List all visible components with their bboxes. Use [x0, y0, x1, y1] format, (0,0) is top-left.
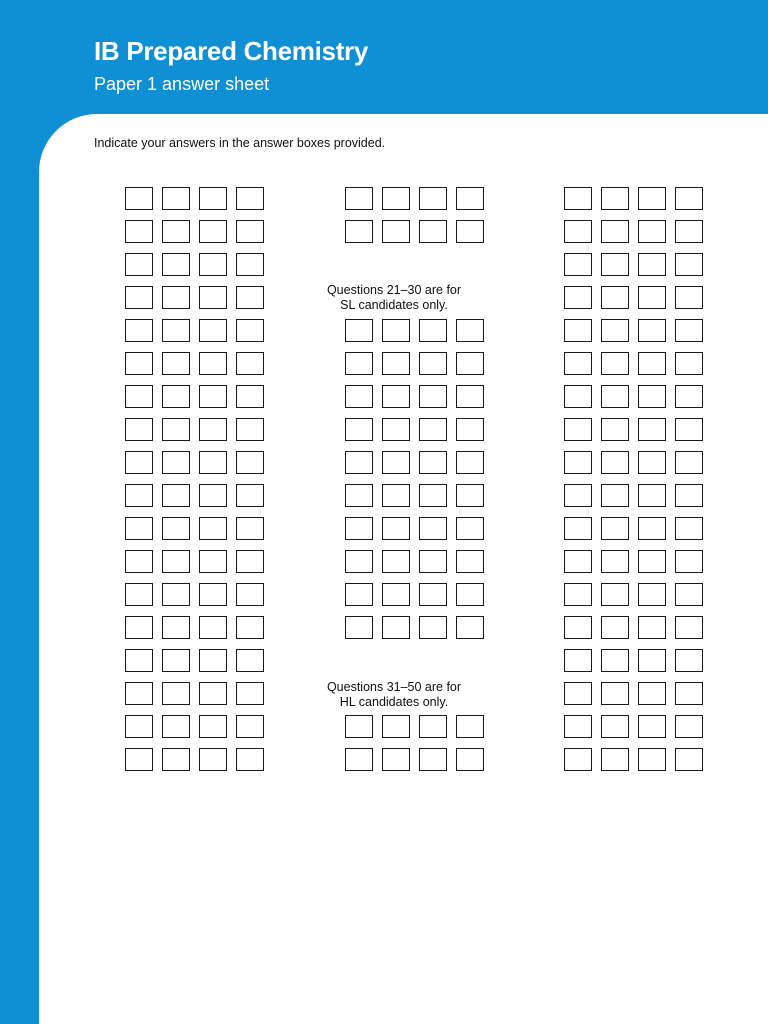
- answer-box[interactable]: [419, 451, 447, 474]
- answer-box[interactable]: [199, 319, 227, 342]
- answer-box[interactable]: [419, 616, 447, 639]
- answer-box[interactable]: [125, 748, 153, 771]
- answer-box[interactable]: [199, 220, 227, 243]
- answer-box[interactable]: [564, 319, 592, 342]
- answer-box[interactable]: [382, 352, 410, 375]
- answer-box[interactable]: [162, 583, 190, 606]
- answer-box[interactable]: [382, 418, 410, 441]
- answer-box[interactable]: [382, 715, 410, 738]
- answer-box[interactable]: [675, 385, 703, 408]
- answer-box[interactable]: [345, 451, 373, 474]
- answer-box[interactable]: [236, 286, 264, 309]
- answer-box[interactable]: [236, 352, 264, 375]
- answer-box[interactable]: [675, 649, 703, 672]
- answer-box[interactable]: [162, 319, 190, 342]
- answer-box[interactable]: [419, 319, 447, 342]
- answer-box[interactable]: [125, 220, 153, 243]
- answer-box[interactable]: [125, 550, 153, 573]
- answer-box[interactable]: [125, 253, 153, 276]
- answer-box[interactable]: [564, 385, 592, 408]
- answer-box[interactable]: [382, 550, 410, 573]
- answer-box[interactable]: [382, 385, 410, 408]
- answer-box[interactable]: [601, 418, 629, 441]
- answer-box[interactable]: [456, 319, 484, 342]
- answer-box[interactable]: [564, 682, 592, 705]
- answer-box[interactable]: [456, 352, 484, 375]
- answer-box[interactable]: [564, 418, 592, 441]
- answer-box[interactable]: [675, 352, 703, 375]
- answer-box[interactable]: [601, 715, 629, 738]
- answer-box[interactable]: [675, 616, 703, 639]
- answer-box[interactable]: [456, 385, 484, 408]
- answer-box[interactable]: [125, 352, 153, 375]
- answer-box[interactable]: [162, 616, 190, 639]
- answer-box[interactable]: [638, 418, 666, 441]
- answer-box[interactable]: [564, 187, 592, 210]
- answer-box[interactable]: [162, 517, 190, 540]
- answer-box[interactable]: [199, 286, 227, 309]
- answer-box[interactable]: [162, 385, 190, 408]
- answer-box[interactable]: [125, 715, 153, 738]
- answer-box[interactable]: [456, 484, 484, 507]
- answer-box[interactable]: [236, 220, 264, 243]
- answer-box[interactable]: [199, 451, 227, 474]
- answer-box[interactable]: [199, 649, 227, 672]
- answer-box[interactable]: [675, 418, 703, 441]
- answer-box[interactable]: [419, 550, 447, 573]
- answer-box[interactable]: [236, 517, 264, 540]
- answer-box[interactable]: [125, 319, 153, 342]
- answer-box[interactable]: [601, 517, 629, 540]
- answer-box[interactable]: [419, 715, 447, 738]
- answer-box[interactable]: [345, 616, 373, 639]
- answer-box[interactable]: [638, 286, 666, 309]
- answer-box[interactable]: [456, 715, 484, 738]
- answer-box[interactable]: [236, 418, 264, 441]
- answer-box[interactable]: [345, 220, 373, 243]
- answer-box[interactable]: [382, 451, 410, 474]
- answer-box[interactable]: [199, 187, 227, 210]
- answer-box[interactable]: [382, 187, 410, 210]
- answer-box[interactable]: [125, 418, 153, 441]
- answer-box[interactable]: [236, 616, 264, 639]
- answer-box[interactable]: [564, 583, 592, 606]
- answer-box[interactable]: [564, 484, 592, 507]
- answer-box[interactable]: [162, 286, 190, 309]
- answer-box[interactable]: [162, 352, 190, 375]
- answer-box[interactable]: [564, 715, 592, 738]
- answer-box[interactable]: [162, 451, 190, 474]
- answer-box[interactable]: [601, 220, 629, 243]
- answer-box[interactable]: [125, 187, 153, 210]
- answer-box[interactable]: [345, 385, 373, 408]
- answer-box[interactable]: [601, 682, 629, 705]
- answer-box[interactable]: [162, 187, 190, 210]
- answer-box[interactable]: [199, 352, 227, 375]
- answer-box[interactable]: [564, 451, 592, 474]
- answer-box[interactable]: [564, 649, 592, 672]
- answer-box[interactable]: [456, 517, 484, 540]
- answer-box[interactable]: [125, 517, 153, 540]
- answer-box[interactable]: [345, 352, 373, 375]
- answer-box[interactable]: [236, 550, 264, 573]
- answer-box[interactable]: [601, 352, 629, 375]
- answer-box[interactable]: [675, 484, 703, 507]
- answer-box[interactable]: [675, 286, 703, 309]
- answer-box[interactable]: [125, 484, 153, 507]
- answer-box[interactable]: [199, 385, 227, 408]
- answer-box[interactable]: [564, 220, 592, 243]
- answer-box[interactable]: [564, 550, 592, 573]
- answer-box[interactable]: [199, 583, 227, 606]
- answer-box[interactable]: [236, 319, 264, 342]
- answer-box[interactable]: [638, 682, 666, 705]
- answer-box[interactable]: [382, 583, 410, 606]
- answer-box[interactable]: [564, 748, 592, 771]
- answer-box[interactable]: [382, 748, 410, 771]
- answer-box[interactable]: [564, 286, 592, 309]
- answer-box[interactable]: [564, 517, 592, 540]
- answer-box[interactable]: [236, 385, 264, 408]
- answer-box[interactable]: [199, 616, 227, 639]
- answer-box[interactable]: [601, 550, 629, 573]
- answer-box[interactable]: [345, 319, 373, 342]
- answer-box[interactable]: [382, 484, 410, 507]
- answer-box[interactable]: [564, 352, 592, 375]
- answer-box[interactable]: [345, 517, 373, 540]
- answer-box[interactable]: [236, 484, 264, 507]
- answer-box[interactable]: [162, 748, 190, 771]
- hl-note-line-1: Questions 31–50 are for: [326, 680, 462, 694]
- page-title: IB Prepared Chemistry: [94, 36, 369, 66]
- answer-box[interactable]: [236, 682, 264, 705]
- answer-box[interactable]: [236, 583, 264, 606]
- answer-box[interactable]: [345, 187, 373, 210]
- answer-box[interactable]: [675, 220, 703, 243]
- answer-box[interactable]: [601, 451, 629, 474]
- answer-box[interactable]: [125, 649, 153, 672]
- answer-box[interactable]: [456, 550, 484, 573]
- answer-box[interactable]: [236, 715, 264, 738]
- answer-box[interactable]: [601, 583, 629, 606]
- answer-box[interactable]: [675, 451, 703, 474]
- answer-box[interactable]: [638, 748, 666, 771]
- sl-note-line-2: SL candidates only.: [340, 298, 448, 312]
- answer-box[interactable]: [675, 715, 703, 738]
- answer-box[interactable]: [675, 682, 703, 705]
- answer-box[interactable]: [199, 682, 227, 705]
- answer-box[interactable]: [345, 715, 373, 738]
- answer-box[interactable]: [419, 748, 447, 771]
- answer-box[interactable]: [638, 715, 666, 738]
- answer-box[interactable]: [236, 253, 264, 276]
- answer-box[interactable]: [638, 220, 666, 243]
- answer-box[interactable]: [162, 649, 190, 672]
- answer-box[interactable]: [675, 583, 703, 606]
- answer-box[interactable]: [601, 484, 629, 507]
- answer-box[interactable]: [199, 253, 227, 276]
- answer-box[interactable]: [345, 418, 373, 441]
- answer-box[interactable]: [162, 484, 190, 507]
- answer-box[interactable]: [125, 451, 153, 474]
- sl-note: [299, 283, 489, 313]
- answer-box[interactable]: [601, 187, 629, 210]
- answer-box[interactable]: [382, 517, 410, 540]
- answer-box[interactable]: [456, 187, 484, 210]
- answer-box[interactable]: [162, 253, 190, 276]
- answer-box[interactable]: [456, 220, 484, 243]
- answer-box[interactable]: [419, 484, 447, 507]
- answer-box[interactable]: [125, 682, 153, 705]
- answer-box[interactable]: [675, 253, 703, 276]
- answer-box[interactable]: [638, 583, 666, 606]
- hl-note-line-2: HL candidates only.: [339, 695, 449, 709]
- answer-box[interactable]: [638, 451, 666, 474]
- answer-box[interactable]: [675, 550, 703, 573]
- answer-box[interactable]: [564, 253, 592, 276]
- answer-box[interactable]: [456, 418, 484, 441]
- answer-box[interactable]: [638, 352, 666, 375]
- page-subtitle: Paper 1 answer sheet: [94, 74, 270, 94]
- answer-box[interactable]: [638, 649, 666, 672]
- answer-box[interactable]: [236, 451, 264, 474]
- answer-box[interactable]: [236, 649, 264, 672]
- answer-box[interactable]: [456, 616, 484, 639]
- answer-box[interactable]: [419, 220, 447, 243]
- answer-box[interactable]: [199, 550, 227, 573]
- answer-box[interactable]: [638, 550, 666, 573]
- answer-box[interactable]: [162, 220, 190, 243]
- answer-box[interactable]: [456, 748, 484, 771]
- answer-box[interactable]: [601, 748, 629, 771]
- answer-box[interactable]: [162, 418, 190, 441]
- answer-box[interactable]: [162, 550, 190, 573]
- answer-box[interactable]: [236, 748, 264, 771]
- answer-box[interactable]: [345, 748, 373, 771]
- answer-box[interactable]: [382, 319, 410, 342]
- answer-box[interactable]: [382, 220, 410, 243]
- answer-box[interactable]: [638, 319, 666, 342]
- instruction-text: Indicate your answers in the answer boxes provided.: [94, 136, 386, 150]
- answer-box[interactable]: [345, 484, 373, 507]
- answer-box[interactable]: [419, 583, 447, 606]
- answer-box[interactable]: [419, 385, 447, 408]
- answer-box[interactable]: [675, 517, 703, 540]
- answer-box[interactable]: [456, 583, 484, 606]
- answer-box[interactable]: [125, 286, 153, 309]
- answer-box[interactable]: [638, 616, 666, 639]
- answer-box[interactable]: [638, 517, 666, 540]
- answer-box[interactable]: [601, 286, 629, 309]
- answer-box[interactable]: [638, 484, 666, 507]
- answer-box[interactable]: [419, 517, 447, 540]
- answer-box[interactable]: [199, 517, 227, 540]
- answer-box[interactable]: [162, 715, 190, 738]
- answer-box[interactable]: [601, 616, 629, 639]
- answer-box[interactable]: [564, 616, 592, 639]
- answer-box[interactable]: [419, 352, 447, 375]
- answer-box[interactable]: [601, 319, 629, 342]
- answer-box[interactable]: [638, 187, 666, 210]
- answer-box[interactable]: [345, 583, 373, 606]
- answer-box[interactable]: [675, 748, 703, 771]
- answer-box[interactable]: [382, 616, 410, 639]
- answer-box[interactable]: [125, 616, 153, 639]
- answer-box[interactable]: [456, 451, 484, 474]
- answer-box[interactable]: [125, 385, 153, 408]
- answer-box[interactable]: [419, 187, 447, 210]
- answer-box[interactable]: [638, 253, 666, 276]
- answer-box[interactable]: [675, 319, 703, 342]
- answer-box[interactable]: [675, 187, 703, 210]
- answer-box[interactable]: [199, 748, 227, 771]
- answer-box[interactable]: [162, 682, 190, 705]
- answer-box[interactable]: [199, 715, 227, 738]
- answer-box[interactable]: [601, 385, 629, 408]
- answer-box[interactable]: [638, 385, 666, 408]
- hl-note: [299, 680, 489, 710]
- answer-box[interactable]: [199, 484, 227, 507]
- answer-box[interactable]: [125, 583, 153, 606]
- sl-note-line-1: Questions 21–30 are for: [326, 283, 462, 297]
- answer-box[interactable]: [236, 187, 264, 210]
- answer-box[interactable]: [601, 253, 629, 276]
- answer-box[interactable]: [419, 418, 447, 441]
- answer-box[interactable]: [345, 550, 373, 573]
- answer-box[interactable]: [601, 649, 629, 672]
- answer-box[interactable]: [199, 418, 227, 441]
